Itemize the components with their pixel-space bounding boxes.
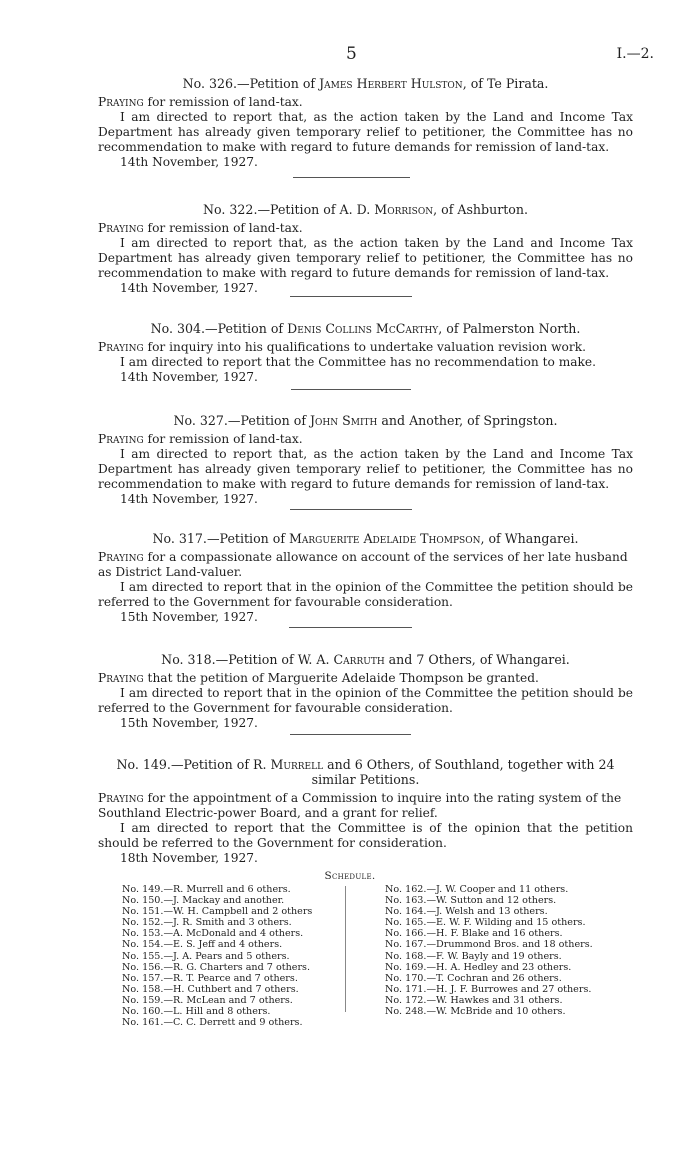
petition-title: No. 327.—Petition of John Smith and Another, of Springston.	[173, 413, 558, 428]
report-text: I am directed to report that in the opinion of the Committee the petition should be referred to the Government for favourable consideration.	[98, 686, 633, 715]
petition-date: 18th November, 1927.	[120, 851, 258, 865]
section-divider	[290, 509, 412, 510]
petition-date: 14th November, 1927.	[120, 281, 258, 295]
petition-327	[98, 413, 633, 507]
petitioner-name: Marguerite Adelaide Thompson	[289, 531, 481, 546]
petition-date: 14th November, 1927.	[120, 370, 258, 384]
document-reference: I.—2.	[616, 46, 654, 62]
petition-149	[98, 757, 633, 866]
petition-title: No. 304.—Petition of Denis Collins McCarthy, of Palmerston North.	[150, 321, 581, 336]
schedule-entry: No. 160.—L. Hill and 8 others.	[122, 1006, 271, 1018]
section-divider	[290, 296, 412, 297]
petition-title: No. 322.—Petition of A. D. Morrison, of Ashburton.	[203, 202, 528, 217]
schedule-entry: No. 155.—J. A. Pears and 5 others.	[122, 950, 290, 962]
schedule-entry: No. 154.—E. S. Jeff and 4 others.	[122, 939, 283, 951]
petitioner-name: Carruth	[333, 652, 385, 667]
schedule-entry: No. 163.—W. Sutton and 12 others.	[385, 895, 557, 907]
schedule-entry: No. 164.—J. Welsh and 13 others.	[385, 906, 548, 918]
page-header	[0, 44, 700, 68]
section-divider	[291, 389, 411, 390]
praying-line: Praying for remission of land-tax.	[98, 432, 303, 446]
schedule-entry: No. 159.—R. McLean and 7 others.	[122, 994, 293, 1006]
schedule-heading: Schedule.	[324, 870, 376, 882]
report-text: I am directed to report that, as the action taken by the Land and Income Tax Department has already given temporary relief to petitioner, the Committee has no recommendation to make with regard to future demands for remission of land-tax.	[98, 236, 633, 280]
schedule-entry: No. 149.—R. Murrell and 6 others.	[122, 884, 291, 895]
section-divider	[290, 734, 411, 735]
petition-title: No. 326.—Petition of James Herbert Hulston, of Te Pirata.	[182, 76, 549, 91]
report-text: I am directed to report that the Committee is of the opinion that the petition should be referred to the Government for consideration.	[98, 821, 633, 850]
praying-line: Praying that the petition of Marguerite Adelaide Thompson be granted.	[98, 671, 539, 685]
page-number: 5	[346, 44, 357, 64]
schedule-entry: No. 167.—Drummond Bros. and 18 others.	[385, 939, 593, 951]
schedule-entry: No. 248.—W. McBride and 10 others.	[385, 1006, 566, 1018]
report-text: I am directed to report that, as the action taken by the Land and Income Tax Department has already given temporary relief to petitioner, the Committee has no recommendation to make with regard to future demands for remission of land-tax.	[98, 110, 633, 154]
schedule-entry: No. 171.—H. J. F. Burrowes and 27 others.	[385, 983, 592, 995]
schedule-entry: No. 162.—J. W. Cooper and 11 others.	[385, 884, 569, 895]
petition-date: 14th November, 1927.	[120, 492, 258, 506]
schedule-entry: No. 152.—J. R. Smith and 3 others.	[122, 917, 292, 929]
petition-date: 14th November, 1927.	[120, 155, 258, 169]
schedule-column-divider	[345, 886, 346, 1012]
petition-326	[98, 76, 633, 170]
petition-317	[98, 531, 633, 625]
schedule-entry: No. 170.—T. Cochran and 26 others.	[385, 972, 562, 984]
schedule-entry: No. 168.—F. W. Bayly and 19 others.	[385, 950, 562, 962]
schedule-entry: No. 161.—C. C. Derrett and 9 others.	[122, 1017, 303, 1029]
petition-304	[98, 321, 633, 385]
schedule-entry: No. 158.—H. Cuthbert and 7 others.	[122, 983, 299, 995]
schedule-entry: No. 157.—R. T. Pearce and 7 others.	[122, 972, 298, 984]
schedule-entry: No. 169.—H. A. Hedley and 23 others.	[385, 961, 572, 973]
praying-line: Praying for the appointment of a Commission to inquire into the rating system of the Southland Electric-power Board, and a grant for relief.	[98, 791, 622, 820]
schedule-entry: No. 172.—W. Hawkes and 31 others.	[385, 994, 563, 1006]
schedule-entry: No. 165.—E. W. F. Wilding and 15 others.	[385, 917, 586, 929]
petition-title: No. 317.—Petition of Marguerite Adelaide Thompson, of Whangarei.	[152, 531, 579, 546]
schedule-entry: No. 153.—A. McDonald and 4 others.	[122, 928, 304, 940]
petitioner-name: John Smith	[309, 413, 378, 428]
schedule-entry: No. 166.—H. F. Blake and 16 others.	[385, 928, 563, 940]
praying-line: Praying for a compassionate allowance on account of the services of her late husband as District Land-valuer.	[98, 550, 628, 579]
petitioner-name: Morrison	[374, 202, 434, 217]
petitioner-name: Murrell	[270, 757, 324, 772]
petition-title: No. 149.—Petition of R. Murrell and 6 Others, of Southland, together with 24 similar Petitions.	[116, 757, 615, 787]
schedule-entry: No. 150.—J. Mackay and another.	[122, 895, 285, 907]
praying-line: Praying for remission of land-tax.	[98, 95, 303, 109]
schedule-right-column	[385, 884, 593, 1017]
section-divider	[293, 177, 410, 178]
petition-318	[98, 652, 633, 731]
report-text: I am directed to report that, as the action taken by the Land and Income Tax Department has already given temporary relief to petitioner, the Committee has no recommendation to make with regard to future demands for remission of land-tax.	[98, 447, 633, 491]
praying-line: Praying for inquiry into his qualifications to undertake valuation revision work.	[98, 340, 586, 354]
report-text: I am directed to report that the Committee has no recommendation to make.	[120, 355, 597, 369]
schedule-entry: No. 151.—W. H. Campbell and 2 others	[122, 906, 313, 918]
section-divider	[289, 627, 412, 628]
praying-line: Praying for remission of land-tax.	[98, 221, 303, 235]
petition-title: No. 318.—Petition of W. A. Carruth and 7 Others, of Whangarei.	[161, 652, 570, 667]
petition-date: 15th November, 1927.	[120, 716, 258, 730]
petitioner-name: James Herbert Hulston	[319, 76, 463, 91]
schedule-left-column	[122, 884, 312, 1028]
petition-322	[98, 202, 633, 296]
petition-date: 15th November, 1927.	[120, 610, 258, 624]
report-text: I am directed to report that in the opinion of the Committee the petition should be referred to the Government for favourable consideration.	[98, 580, 633, 609]
schedule-entry: No. 156.—R. G. Charters and 7 others.	[122, 961, 311, 973]
petitioner-name: Denis Collins McCarthy	[287, 321, 439, 336]
